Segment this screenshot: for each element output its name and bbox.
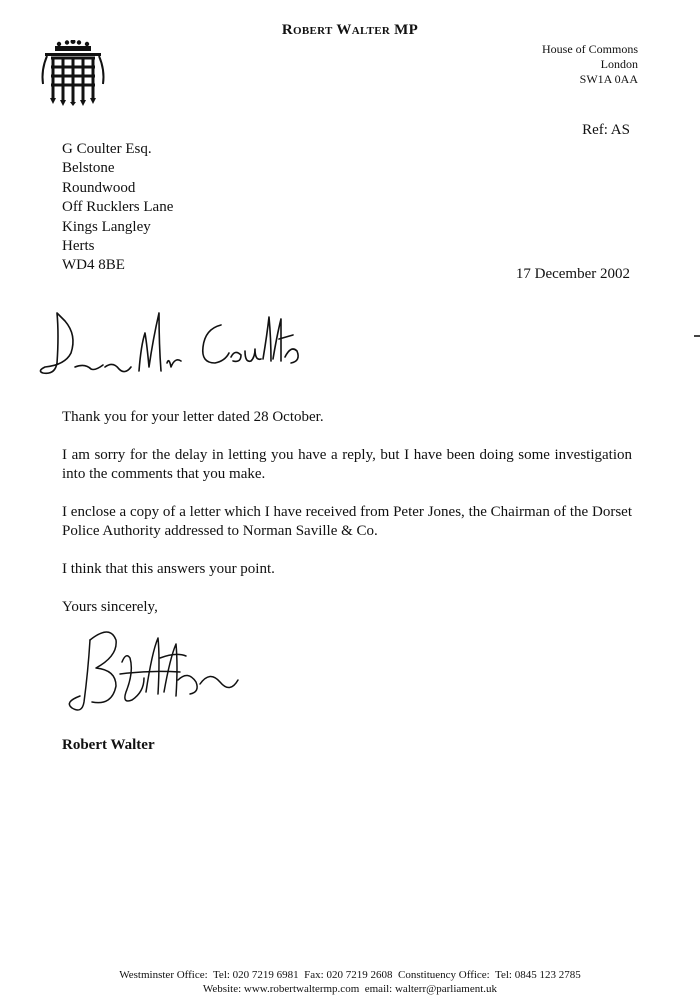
body-paragraph: Thank you for your letter dated 28 October. — [62, 409, 324, 425]
letter-date: 17 December 2002 — [515, 266, 630, 282]
address-line: Belstone — [62, 160, 115, 177]
office-line: London — [600, 57, 638, 71]
address-line: Kings Langley — [62, 218, 151, 235]
office-line: SW1A 0AA — [579, 72, 638, 86]
footer — [0, 968, 700, 996]
portcullis-crest-icon — [37, 40, 109, 106]
office-line: House of Commons — [542, 42, 638, 56]
handwritten-salutation — [35, 305, 305, 385]
letterhead-name: Robert Walter MP — [281, 22, 419, 38]
letter-body — [62, 408, 632, 636]
address-line: Herts — [62, 238, 95, 255]
body-paragraph: I enclose a copy of a letter which I have received from Peter Jones, the Chairman of the Dorset Police Authority addressed to Norman Saville & Co. — [62, 504, 632, 539]
signer-name: Robert Walter — [62, 737, 155, 753]
body-paragraph: I think that this answers your point. — [62, 561, 275, 577]
closing: Yours sincerely, — [62, 599, 158, 615]
reference: Ref: AS — [582, 122, 630, 138]
address-line: Roundwood — [62, 179, 136, 196]
address-line: G Coulter Esq. — [62, 141, 152, 157]
scan-edge-mark — [694, 335, 700, 337]
body-paragraph: I am sorry for the delay in letting you have a reply, but I have been doing some investigation into the comments that you make. — [62, 447, 632, 482]
address-line: Off Rucklers Lane — [62, 199, 174, 216]
recipient-address — [62, 140, 173, 276]
address-line: WD4 8BE — [62, 257, 125, 274]
handwritten-signature — [60, 622, 250, 717]
footer-contact-line: Westminster Office: Tel: 020 7219 6981 Fax: 020 7219 2608 Constituency Office: Tel: 0845 123 2785 — [119, 969, 581, 981]
office-address — [542, 42, 638, 87]
footer-web-line: Website: www.robertwaltermp.com email: walterr@parliament.uk — [202, 983, 498, 995]
